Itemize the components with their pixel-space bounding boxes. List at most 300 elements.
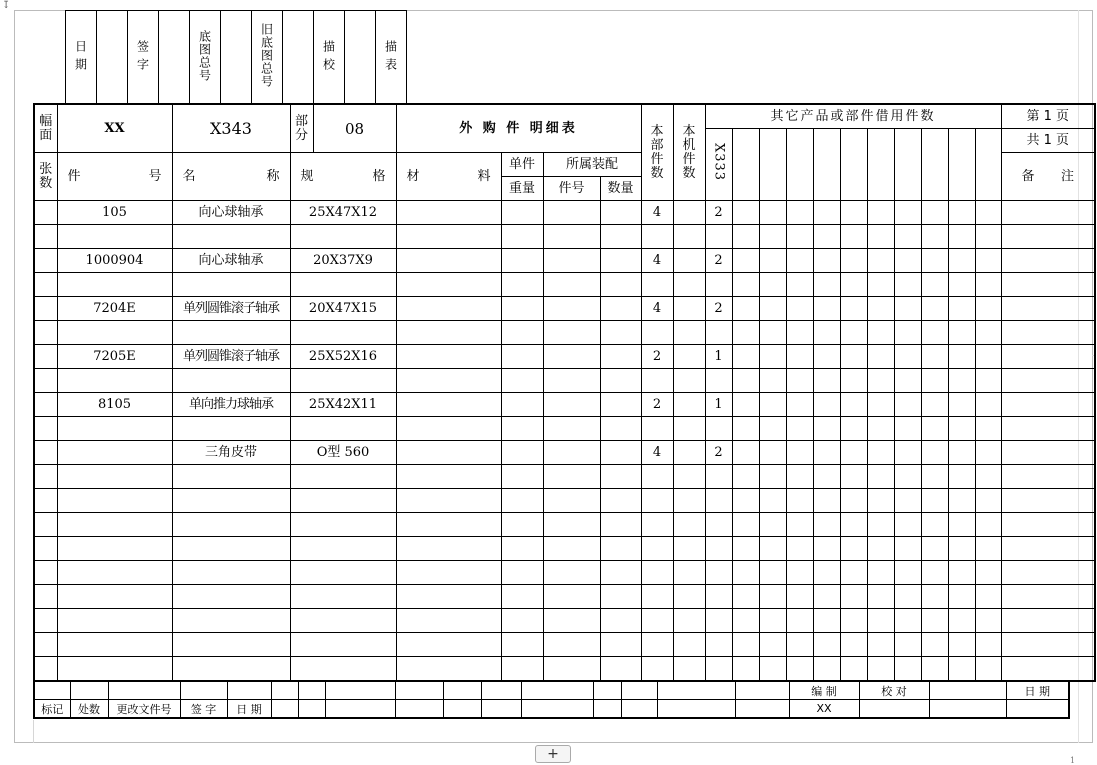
borrow-cell: [786, 465, 813, 489]
name-cell: 单向推力球轴承: [172, 393, 290, 417]
spec-cell: [290, 537, 396, 561]
part-no-cell: 1000904: [57, 249, 172, 273]
borrow-cell: [732, 561, 759, 585]
material-cell: [396, 225, 501, 249]
qty-per-part-cell: 2: [641, 393, 673, 417]
qty-per-machine-cell: [673, 393, 705, 417]
borrow-cell: [921, 393, 948, 417]
borrow-cell: [813, 585, 840, 609]
unit-weight-cell: [501, 369, 543, 393]
material-cell: [396, 489, 501, 513]
x333-cell: 2: [705, 297, 732, 321]
borrow-cell: [813, 273, 840, 297]
material-cell: [396, 321, 501, 345]
qty-per-part-cell: 4: [641, 441, 673, 465]
borrow-cell: [894, 489, 921, 513]
borrow-cell: [948, 225, 975, 249]
material-cell: [396, 609, 501, 633]
part-no-cell: [57, 225, 172, 249]
unit-weight-cell: [501, 273, 543, 297]
part-no-cell: [57, 633, 172, 657]
borrow-cell: [894, 609, 921, 633]
table-row: [34, 585, 1095, 609]
assembly-part-no-cell: [543, 465, 600, 489]
borrow-cell: [894, 417, 921, 441]
table-row: [34, 537, 1095, 561]
assembly-qty-cell: [600, 273, 641, 297]
borrow-cell: [975, 465, 1001, 489]
borrow-cell: [840, 657, 867, 682]
page-number: 第 1 页: [1001, 104, 1095, 129]
remark-cell: [1001, 441, 1095, 465]
borrow-cell: [867, 321, 894, 345]
borrow-cell: [732, 657, 759, 682]
borrow-cell: [840, 393, 867, 417]
material-cell: [396, 585, 501, 609]
x333-cell: [705, 273, 732, 297]
name-header: 名 称: [172, 153, 290, 201]
borrow-cell: [867, 561, 894, 585]
borrow-cell: [894, 201, 921, 225]
borrow-cell: [840, 417, 867, 441]
remark-cell: [1001, 201, 1095, 225]
assembly-qty-cell: [600, 657, 641, 682]
borrow-cell: [786, 297, 813, 321]
borrow-cell: [894, 249, 921, 273]
borrow-cell: [759, 345, 786, 369]
table-row: [34, 633, 1095, 657]
borrow-cell: [840, 585, 867, 609]
name-cell: 三角皮带: [172, 441, 290, 465]
table-row: [34, 249, 1095, 273]
qty-per-machine-cell: [673, 489, 705, 513]
format-label: 幅面: [34, 104, 57, 153]
borrow-cell: [921, 345, 948, 369]
table-row: [34, 657, 1095, 682]
borrow-cell: [840, 369, 867, 393]
borrow-cell: [759, 441, 786, 465]
qty-per-machine-cell: [673, 513, 705, 537]
borrow-cell: [759, 609, 786, 633]
borrow-cell: [948, 441, 975, 465]
qty-per-machine-cell: [673, 585, 705, 609]
total-pages: 共 1 页: [1001, 129, 1095, 153]
borrow-cell: [975, 225, 1001, 249]
name-cell: 向心球轴承: [172, 201, 290, 225]
borrow-cell: [975, 201, 1001, 225]
part-no-cell: 7205E: [57, 345, 172, 369]
spec-cell: 20X37X9: [290, 249, 396, 273]
qty-per-machine-cell: [673, 657, 705, 682]
assembly-qty-header: 数量: [600, 177, 641, 201]
assembly-part-no-cell: [543, 441, 600, 465]
part-no-cell: [57, 513, 172, 537]
x333-cell: [705, 585, 732, 609]
remark-cell: [1001, 537, 1095, 561]
borrow-cell: [840, 273, 867, 297]
unit-weight-cell: [501, 513, 543, 537]
assembly-qty-cell: [600, 369, 641, 393]
borrow-cell: [921, 585, 948, 609]
sheets-cell: [34, 393, 57, 417]
table-row: [34, 465, 1095, 489]
material-cell: [396, 417, 501, 441]
borrow-cell: [894, 657, 921, 682]
date-right-label: 日 期: [1006, 681, 1069, 700]
borrow-cell: [813, 633, 840, 657]
spec-cell: [290, 585, 396, 609]
compiled-value: XX: [789, 700, 859, 719]
material-cell: [396, 249, 501, 273]
borrow-cell: [921, 489, 948, 513]
borrow-cell: [948, 417, 975, 441]
x333-cell: [705, 657, 732, 682]
remark-cell: [1001, 345, 1095, 369]
sheets-cell: [34, 321, 57, 345]
remark-cell: [1001, 393, 1095, 417]
assembly-qty-cell: [600, 633, 641, 657]
borrow-cell: [732, 369, 759, 393]
borrow-cell: [975, 489, 1001, 513]
remark-cell: [1001, 225, 1095, 249]
stamp-blank: [221, 11, 252, 104]
table-row: [34, 297, 1095, 321]
remark-cell: [1001, 417, 1095, 441]
unit-weight-cell: [501, 417, 543, 441]
borrow-cell: [786, 369, 813, 393]
borrow-cell: [759, 225, 786, 249]
borrow-cell: [975, 657, 1001, 682]
sheets-cell: [34, 537, 57, 561]
stamp-signature: 签 字: [128, 11, 159, 104]
material-header: 材 料: [396, 153, 501, 201]
remark-cell: [1001, 561, 1095, 585]
qty-per-part-cell: 4: [641, 201, 673, 225]
assembly-qty-cell: [600, 513, 641, 537]
borrow-cell: [786, 201, 813, 225]
stamp-trace-table: 描 表: [376, 11, 407, 104]
part-no-cell: 8105: [57, 393, 172, 417]
stamp-old-base-drawing-no: 旧底图总号: [252, 11, 283, 104]
borrow-cell: [921, 537, 948, 561]
remark-cell: [1001, 321, 1095, 345]
name-cell: [172, 369, 290, 393]
borrow-cell: [813, 249, 840, 273]
material-cell: [396, 393, 501, 417]
borrow-cell: [732, 321, 759, 345]
borrow-cell: [921, 417, 948, 441]
qty-per-part-cell: [641, 537, 673, 561]
remark-cell: [1001, 273, 1095, 297]
assembly-qty-cell: [600, 585, 641, 609]
part-label: 部分: [290, 104, 313, 153]
borrow-cell: [867, 273, 894, 297]
stamp-blank: [345, 11, 376, 104]
borrow-cell: [840, 225, 867, 249]
borrow-cell: [921, 633, 948, 657]
x333-cell: [705, 465, 732, 489]
spec-cell: [290, 489, 396, 513]
remark-cell: [1001, 249, 1095, 273]
borrow-cell: [813, 321, 840, 345]
borrow-cell: [786, 273, 813, 297]
borrow-cell: [975, 393, 1001, 417]
assembly-part-no-header: 件号: [543, 177, 600, 201]
borrow-cell: [894, 225, 921, 249]
qty-per-part-cell: [641, 273, 673, 297]
spec-header: 规 格: [290, 153, 396, 201]
assembly-part-no-cell: [543, 537, 600, 561]
assembly-qty-cell: [600, 417, 641, 441]
borrow-cell: [894, 513, 921, 537]
borrow-cell: [732, 585, 759, 609]
qty-per-machine-cell: [673, 609, 705, 633]
borrow-cell: [813, 225, 840, 249]
x333-cell: [705, 513, 732, 537]
name-cell: [172, 465, 290, 489]
borrow-cell: [867, 417, 894, 441]
name-cell: [172, 561, 290, 585]
borrow-cell: [975, 345, 1001, 369]
spec-cell: [290, 321, 396, 345]
borrow-cell: [948, 489, 975, 513]
part-no-cell: [57, 441, 172, 465]
borrow-cell: [921, 369, 948, 393]
borrow-cell: [840, 345, 867, 369]
assembly-qty-cell: [600, 225, 641, 249]
name-cell: [172, 489, 290, 513]
x333-cell: [705, 321, 732, 345]
borrow-cell: [867, 249, 894, 273]
table-row: [34, 369, 1095, 393]
borrow-cell: [840, 297, 867, 321]
sheets-cell: [34, 297, 57, 321]
assembly-qty-cell: [600, 561, 641, 585]
qty-per-machine-cell: [673, 465, 705, 489]
assembly-header: 所属装配: [543, 153, 641, 177]
qty-per-machine-cell: [673, 273, 705, 297]
sheets-cell: [34, 561, 57, 585]
borrow-cell: [975, 609, 1001, 633]
table-row: [34, 441, 1095, 465]
material-cell: [396, 561, 501, 585]
borrow-cell: [786, 321, 813, 345]
unit-weight-cell: [501, 585, 543, 609]
assembly-qty-cell: [600, 345, 641, 369]
borrow-cell: [732, 417, 759, 441]
borrow-cell: [867, 297, 894, 321]
borrow-cell: [786, 513, 813, 537]
table-row: [34, 561, 1095, 585]
name-cell: [172, 585, 290, 609]
part-no-cell: [57, 537, 172, 561]
name-cell: 向心球轴承: [172, 249, 290, 273]
assembly-qty-cell: [600, 393, 641, 417]
qty-per-part-cell: [641, 465, 673, 489]
borrow-cell: [975, 249, 1001, 273]
borrow-cell: [867, 393, 894, 417]
sheets-cell: [34, 201, 57, 225]
part-no-cell: [57, 561, 172, 585]
borrow-cell: [732, 537, 759, 561]
unit-weight-cell: [501, 609, 543, 633]
qty-per-part-cell: [641, 561, 673, 585]
sheets-cell: [34, 489, 57, 513]
qty-per-machine-cell: [673, 321, 705, 345]
borrow-cell: [786, 345, 813, 369]
remark-cell: [1001, 609, 1095, 633]
assembly-qty-cell: [600, 249, 641, 273]
name-cell: [172, 609, 290, 633]
borrow-col-x333: X333: [705, 129, 732, 201]
borrow-cell: [732, 633, 759, 657]
x333-cell: [705, 561, 732, 585]
add-page-button[interactable]: +: [535, 745, 571, 763]
unit-weight-cell: [501, 225, 543, 249]
borrow-cell: [975, 537, 1001, 561]
sheets-cell: [34, 633, 57, 657]
spec-cell: [290, 225, 396, 249]
x333-cell: [705, 489, 732, 513]
borrow-cell: [867, 225, 894, 249]
borrow-cell: [975, 561, 1001, 585]
sheets-cell: [34, 273, 57, 297]
assembly-qty-cell: [600, 465, 641, 489]
x333-cell: 1: [705, 345, 732, 369]
qty-per-part-cell: 2: [641, 345, 673, 369]
qty-per-part-cell: [641, 657, 673, 682]
stamp-table: [65, 10, 407, 104]
borrow-cell: [921, 249, 948, 273]
borrow-cell: [948, 537, 975, 561]
borrow-cell: [813, 537, 840, 561]
spec-cell: [290, 609, 396, 633]
assembly-part-no-cell: [543, 561, 600, 585]
borrow-cell: [975, 585, 1001, 609]
assembly-part-no-cell: [543, 393, 600, 417]
spec-cell: O型 560: [290, 441, 396, 465]
corner-mark-icon: ↧: [2, 0, 11, 11]
borrow-cell: [867, 585, 894, 609]
borrow-cell: [921, 561, 948, 585]
borrow-cell: [894, 465, 921, 489]
assembly-part-no-cell: [543, 489, 600, 513]
part-value: 08: [313, 104, 396, 153]
x333-cell: 1: [705, 393, 732, 417]
name-cell: [172, 657, 290, 682]
borrow-cell: [840, 441, 867, 465]
borrow-cell: [948, 585, 975, 609]
borrow-cell: [867, 657, 894, 682]
borrow-cell: [948, 201, 975, 225]
qty-per-part-cell: [641, 369, 673, 393]
sheets-header: 张数: [34, 153, 57, 201]
qty-per-machine-cell: [673, 537, 705, 561]
table-row: [34, 225, 1095, 249]
date-label: 日 期: [227, 700, 271, 719]
table-row: [34, 201, 1095, 225]
name-cell: [172, 225, 290, 249]
sheets-cell: [34, 225, 57, 249]
unit-weight-header-bottom: 重量: [501, 177, 543, 201]
sheets-cell: [34, 465, 57, 489]
remark-cell: [1001, 633, 1095, 657]
part-no-cell: [57, 609, 172, 633]
borrow-cell: [759, 201, 786, 225]
remark-header: 备 注: [1001, 153, 1095, 201]
name-cell: 单列圆锥滚子轴承: [172, 345, 290, 369]
name-cell: 单列圆锥滚子轴承: [172, 297, 290, 321]
qty-per-part-cell: [641, 489, 673, 513]
borrow-cell: [813, 465, 840, 489]
page-counter: 1: [1070, 756, 1076, 765]
material-cell: [396, 441, 501, 465]
material-cell: [396, 273, 501, 297]
spec-cell: [290, 465, 396, 489]
unit-weight-cell: [501, 249, 543, 273]
borrow-cell: [921, 297, 948, 321]
assembly-qty-cell: [600, 489, 641, 513]
assembly-part-no-cell: [543, 249, 600, 273]
assembly-qty-cell: [600, 321, 641, 345]
qty-per-part-cell: [641, 321, 673, 345]
borrow-cell: [759, 393, 786, 417]
part-no-cell: 105: [57, 201, 172, 225]
borrow-cell: [921, 225, 948, 249]
assembly-part-no-cell: [543, 513, 600, 537]
assembly-qty-cell: [600, 609, 641, 633]
borrow-cell: [732, 345, 759, 369]
qty-per-part-cell: 4: [641, 297, 673, 321]
borrow-cell: [786, 225, 813, 249]
assembly-part-no-cell: [543, 585, 600, 609]
borrow-cell: [894, 297, 921, 321]
table-row: [34, 609, 1095, 633]
unit-weight-cell: [501, 345, 543, 369]
qty-per-machine-cell: [673, 201, 705, 225]
qty-per-part-header: 本部件数: [641, 104, 673, 201]
borrow-cell: [759, 489, 786, 513]
borrow-cell: [975, 633, 1001, 657]
sheets-cell: [34, 585, 57, 609]
borrow-cell: [840, 633, 867, 657]
unit-weight-cell: [501, 489, 543, 513]
borrow-cell: [948, 561, 975, 585]
sheets-cell: [34, 417, 57, 441]
borrow-cell: [786, 441, 813, 465]
qty-per-part-cell: [641, 513, 673, 537]
borrow-cell: [867, 345, 894, 369]
x333-cell: [705, 609, 732, 633]
borrow-cell: [867, 489, 894, 513]
borrow-cell: [732, 273, 759, 297]
borrow-cell: [894, 441, 921, 465]
unit-weight-cell: [501, 297, 543, 321]
borrow-cell: [867, 369, 894, 393]
borrow-cell: [921, 201, 948, 225]
borrow-cell: [867, 465, 894, 489]
borrow-cell: [948, 249, 975, 273]
stamp-blank: [97, 11, 128, 104]
borrow-cell: [948, 345, 975, 369]
part-no-cell: [57, 369, 172, 393]
material-cell: [396, 345, 501, 369]
document-title: 外 购 件 明细表: [396, 104, 641, 153]
remark-cell: [1001, 297, 1095, 321]
sheets-cell: [34, 345, 57, 369]
assembly-part-no-cell: [543, 321, 600, 345]
unit-weight-cell: [501, 561, 543, 585]
